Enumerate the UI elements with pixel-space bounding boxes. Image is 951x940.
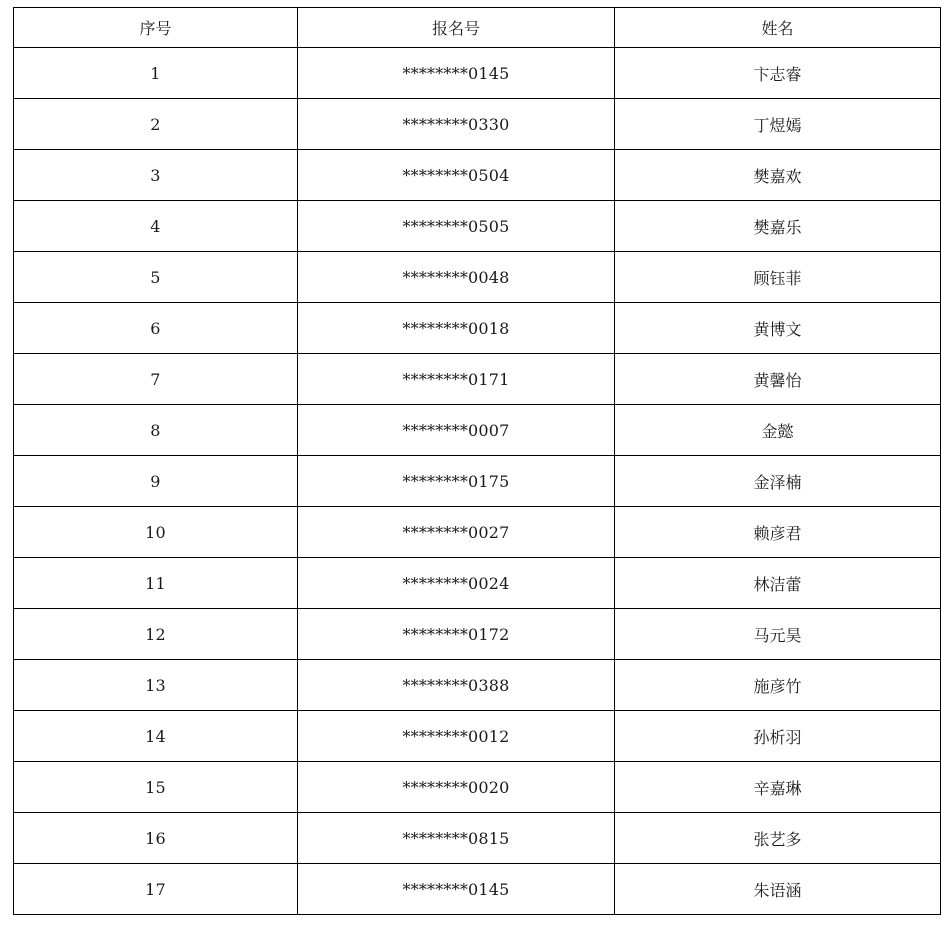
registration-number-cell: ********0020: [298, 762, 615, 813]
registration-number-cell: ********0024: [298, 558, 615, 609]
row-index-cell: 2: [14, 99, 298, 150]
name-cell: 金懿: [615, 405, 941, 456]
table-row: [14, 762, 941, 813]
name-cell: 林洁蕾: [615, 558, 941, 609]
name-cell: 施彦竹: [615, 660, 941, 711]
name-cell: 朱语涵: [615, 864, 941, 915]
table-row: [14, 201, 941, 252]
row-index-cell: 15: [14, 762, 298, 813]
registration-number-cell: ********0007: [298, 405, 615, 456]
registration-number-cell: ********0815: [298, 813, 615, 864]
table-row: [14, 150, 941, 201]
row-index-cell: 8: [14, 405, 298, 456]
row-index-cell: 4: [14, 201, 298, 252]
header-row: [14, 8, 941, 48]
name-cell: 顾钰菲: [615, 252, 941, 303]
name-cell: 辛嘉琳: [615, 762, 941, 813]
registration-number-cell: ********0171: [298, 354, 615, 405]
row-index-cell: 9: [14, 456, 298, 507]
name-cell: 孙析羽: [615, 711, 941, 762]
name-cell: 黄博文: [615, 303, 941, 354]
header-registration-number: 报名号: [298, 8, 615, 48]
registration-number-cell: ********0330: [298, 99, 615, 150]
row-index-cell: 3: [14, 150, 298, 201]
table-row: [14, 456, 941, 507]
table-row: [14, 48, 941, 99]
row-index-cell: 16: [14, 813, 298, 864]
registration-number-cell: ********0145: [298, 48, 615, 99]
name-cell: 丁煜嫣: [615, 99, 941, 150]
row-index-cell: 1: [14, 48, 298, 99]
header-name: 姓名: [615, 8, 941, 48]
table-header: [14, 8, 941, 48]
name-cell: 樊嘉欢: [615, 150, 941, 201]
registration-number-cell: ********0172: [298, 609, 615, 660]
row-index-cell: 13: [14, 660, 298, 711]
registration-number-cell: ********0504: [298, 150, 615, 201]
registration-number-cell: ********0012: [298, 711, 615, 762]
name-cell: 黄馨怡: [615, 354, 941, 405]
table-row: [14, 354, 941, 405]
registration-number-cell: ********0048: [298, 252, 615, 303]
name-cell: 赖彦君: [615, 507, 941, 558]
table-row: [14, 711, 941, 762]
registration-number-cell: ********0505: [298, 201, 615, 252]
name-cell: 卞志睿: [615, 48, 941, 99]
table-row: [14, 813, 941, 864]
name-cell: 金泽楠: [615, 456, 941, 507]
table-body: [14, 48, 941, 915]
row-index-cell: 10: [14, 507, 298, 558]
table-row: [14, 660, 941, 711]
name-cell: 樊嘉乐: [615, 201, 941, 252]
registration-number-cell: ********0175: [298, 456, 615, 507]
table-row: [14, 864, 941, 915]
row-index-cell: 12: [14, 609, 298, 660]
table-row: [14, 507, 941, 558]
header-index: 序号: [14, 8, 298, 48]
table-row: [14, 558, 941, 609]
registration-number-cell: ********0145: [298, 864, 615, 915]
row-index-cell: 14: [14, 711, 298, 762]
name-cell: 张艺多: [615, 813, 941, 864]
row-index-cell: 11: [14, 558, 298, 609]
row-index-cell: 5: [14, 252, 298, 303]
row-index-cell: 7: [14, 354, 298, 405]
row-index-cell: 17: [14, 864, 298, 915]
row-index-cell: 6: [14, 303, 298, 354]
registration-number-cell: ********0388: [298, 660, 615, 711]
table-row: [14, 405, 941, 456]
registration-number-cell: ********0027: [298, 507, 615, 558]
table-row: [14, 609, 941, 660]
table-row: [14, 252, 941, 303]
table-row: [14, 99, 941, 150]
table-row: [14, 303, 941, 354]
name-cell: 马元昊: [615, 609, 941, 660]
roster-table: [13, 7, 941, 915]
registration-number-cell: ********0018: [298, 303, 615, 354]
